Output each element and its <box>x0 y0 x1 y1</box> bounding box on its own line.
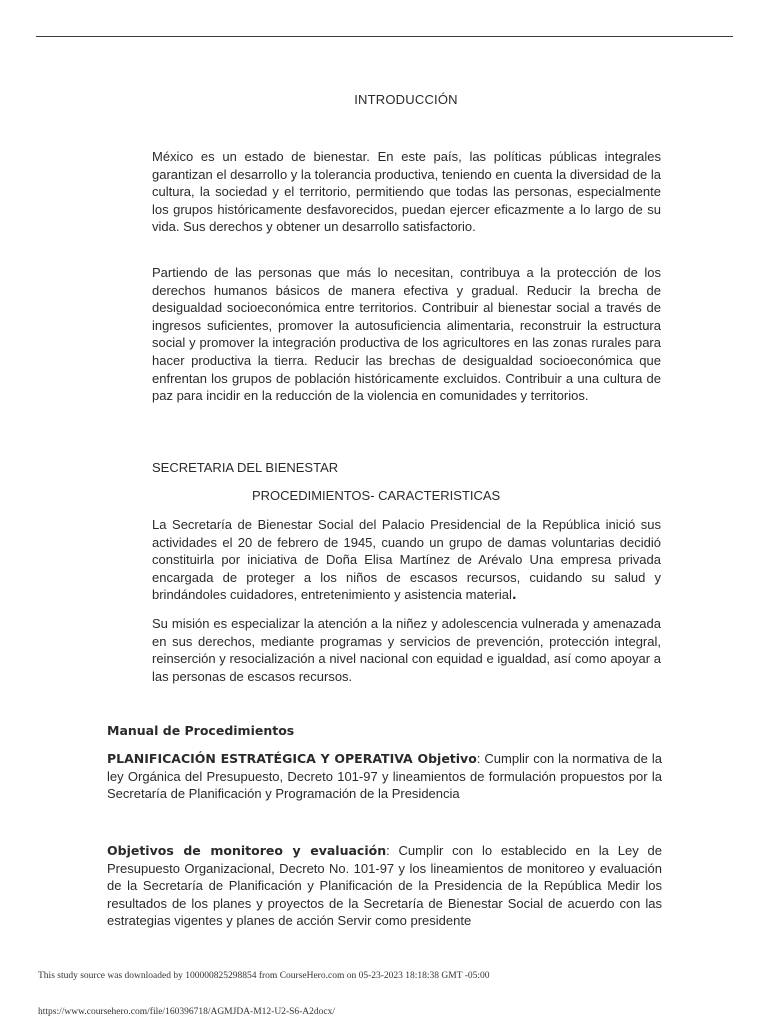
planning-label: PLANIFICACIÓN ESTRATÉGICA Y OPERATIVA Objetivo <box>107 751 477 766</box>
section-paragraph-2: Su misión es especializar la atención a la niñez y adolescencia vulnerada y amenazada en sus derechos, mediante programas y servicios de prevención, protección integral, reinserción y resocialización a nivel nacional con equidad e igualdad, así como apoyar a las personas de escasos recursos. <box>152 616 661 684</box>
section-subheading: PROCEDIMIENTOS- CARACTERISTICAS <box>252 488 501 503</box>
manual-heading: Manual de Procedimientos <box>107 723 295 738</box>
section-heading: SECRETARIA DEL BIENESTAR <box>152 460 339 475</box>
monitoring-paragraph <box>107 842 662 930</box>
section-paragraph-1-end: . <box>511 587 517 603</box>
intro-paragraph-1: México es un estado de bienestar. En este país, las políticas públicas integrales garantizan el desarrollo y la tolerancia productiva, teniendo en cuenta la diversidad de la cultura, la sociedad y el territorio, permitiendo que todas las personas, especialmente los grupos históricamente desfavorecidos, puedan ejercer eficazmente a lo largo de su vida. Sus derechos y obtener un desarrollo satisfactorio. <box>152 149 661 235</box>
source-url[interactable]: https://www.coursehero.com/file/160396718/AGMJDA-M12-U2-S6-A2docx/ <box>38 1007 336 1017</box>
monitoring-label: Objetivos de monitoreo y evaluación <box>107 843 387 858</box>
section-paragraph-1-text: La Secretaría de Bienestar Social del Palacio Presidencial de la República inició sus actividades el 20 de febrero de 1945, cuando un grupo de damas voluntarias decidió constituirla por iniciativa de Doña Elisa Martínez de Arévalo Una empresa privada encargada de proteger a los niños de escasos recursos, cuidando su salud y brindándoles cuidadores, entretenimiento y asistencia material <box>152 517 661 603</box>
section-paragraph-1 <box>152 516 661 604</box>
planning-text: : Cumplir con la normativa de la ley Orgánica del Presupuesto, Decreto 101-97 y lineamientos de formulación propuestos por la Secretaría de Planificación y Programación de la Presidencia <box>107 751 662 802</box>
intro-paragraph-2: Partiendo de las personas que más lo necesitan, contribuya a la protección de los derechos humanos básicos de manera efectiva y gradual. Reducir la brecha de desigualdad socioeconómica entre territorios. Contribuir al bienestar social a través de ingresos suficientes, promover la autosuficiencia alimentaria, reconstruir la estructura social y promover la integración productiva de los agricultores en las zonas rurales para hacer productiva la tierra. Reducir las brechas de desigualdad socioeconómica que enfrentan los grupos de población históricamente excluidos. Contribuir a una cultura de paz para incidir en la reducción de la violencia en comunidades y territorios. <box>152 265 661 404</box>
monitoring-text: : Cumplir con lo establecido en la Ley de Presupuesto Organizacional, Decreto No. 101-97 y los lineamientos de monitoreo y evaluación de la Secretaría de Planificación y Planificación de la Presidencia de la República Medir los resultados de los planes y proyectos de la Secretaría de Bienestar Social de acuerdo con las estrategias vigentes y planes de acción Servir como presidente <box>107 843 662 929</box>
download-notice: This study source was downloaded by 100000825298854 from CourseHero.com on 05-23-2023 18:18:38 GMT -05:00 <box>38 971 490 981</box>
page-title: INTRODUCCIÓN <box>354 92 458 107</box>
top-rule <box>36 36 733 37</box>
planning-paragraph <box>107 750 662 803</box>
